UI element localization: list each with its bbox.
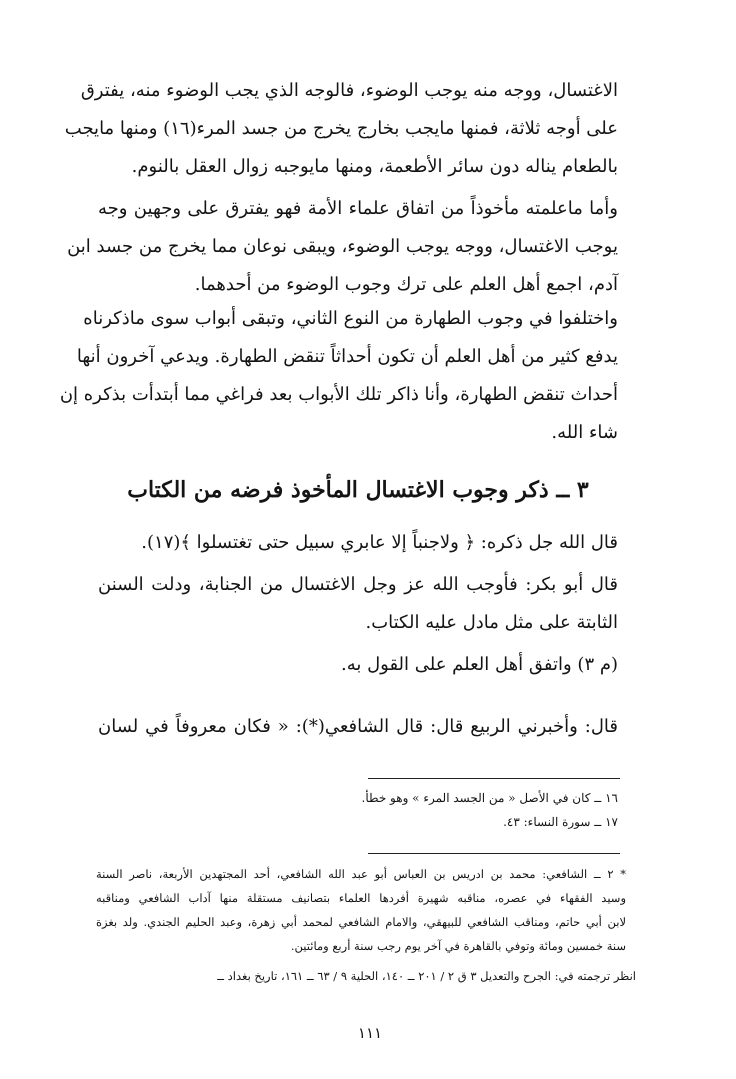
rabi-paragraph: [98, 708, 618, 746]
biography-reference: انظر ترجمته في: الجرح والتعديل ٣ ق ٢ / ٢٠١ ــ ١٤٠، الحلية ٩ / ٦٣ ــ ١٦١، تاريخ بغداد ــ: [217, 969, 636, 983]
biography-line-1: * ٢ ــ الشافعي: محمد بن ادريس بن العباس أبو عبد الله الشافعي، أحد المجتهدين الأربعة، ناصر السنة: [96, 867, 627, 881]
paragraph-1-line-3: بالطعام يناله دون سائر الأطعمة، ومنها مايوجبه زوال العقل بالنوم.: [131, 156, 618, 177]
biography-divider: [368, 853, 620, 854]
paragraph-3-line-2: يدفع كثير من أهل العلم أن تكون أحداثاً تنقض الطهارة. ويدعي آخرون أنها: [76, 346, 618, 367]
abubakr-line-2: الثابتة على مثل مادل عليه الكتاب.: [365, 612, 618, 633]
footnote-divider: [368, 778, 620, 779]
shafii-biography: [96, 862, 626, 958]
footnotes: [98, 786, 618, 834]
paragraph-2-line-2: يوجب الاغتسال، ووجه يوجب الوضوء، ويبقى نوعان مما يخرج من جسد ابن: [67, 236, 618, 257]
footnote-16: ١٦ ــ كان في الأصل « من الجسد المرء » وهو خطأ.: [361, 791, 618, 805]
section-heading: ٣ ــ ذكر وجوب الاغتسال المأخوذ فرضه من الكتاب: [127, 477, 589, 503]
paragraph-3-line-1: واختلفوا في وجوب الطهارة من النوع الثاني، وتبقى أبواب سوى ماذكرناه: [83, 308, 618, 329]
paragraph-2: [67, 190, 618, 304]
biography-line-3: لابن أبي حاتم، ومناقب الشافعي للبيهقي، والامام الشافعي لمحمد أبي زهرة، وعبد الحليم الجندي. ولد بغزة: [96, 915, 626, 929]
paragraph-3: [59, 300, 618, 452]
biography-line-2: وسيد الفقهاء في عصره، مناقبه شهيرة أفردها العلماء بتصانيف مستقلة منها آداب الشافعي ومناقبه: [96, 891, 626, 905]
quran-verse-line: قال الله جل ذكره: ﴿ ولاجنباً إلا عابري سبيل حتى تغتسلوا ﴾(١٧).: [141, 532, 618, 553]
quran-verse: [98, 524, 618, 562]
ijma-line: (م ٣) واتفق أهل العلم على القول به.: [340, 654, 618, 675]
abubakr-line-1: قال أبو بكر: فأوجب الله عز وجل الاغتسال من الجنابة، ودلت السنن: [98, 574, 618, 595]
paragraph-1: [64, 72, 618, 186]
paragraph-1-line-1: الاغتسال، ووجه منه يوجب الوضوء، فالوجه الذي يجب الوضوء منه، يفترق: [80, 80, 618, 101]
paragraph-1-line-2: على أوجه ثلاثة، فمنها مايجب بخارج يخرج من جسد المرء(١٦) ومنها مايجب: [64, 118, 618, 139]
ijma-paragraph: [98, 646, 618, 684]
paragraph-3-line-3: أحداث تنقض الطهارة، وأنا ذاكر تلك الأبواب بعد فراغي مما أبتدأت بذكره إن: [59, 384, 618, 405]
rabi-line: قال: وأخبرني الربيع قال: قال الشافعي(*): « فكان معروفاً في لسان: [98, 716, 618, 737]
paragraph-2-line-1: وأما ماعلمته مأخوذاً من اتفاق علماء الأمة فهو يفترق على وجهين وجه: [98, 198, 618, 219]
abubakr-paragraph: [98, 566, 618, 642]
paragraph-2-line-3: آدم، اجمع أهل العلم على ترك وجوب الوضوء من أحدهما.: [194, 274, 618, 295]
biography-line-4: سنة خمسين ومائة وتوفي بالقاهرة في آخر يوم رجب سنة أربع ومائتين.: [290, 939, 626, 953]
page-number: ١١١: [357, 1024, 383, 1042]
paragraph-3-line-4: شاء الله.: [551, 422, 618, 443]
footnote-17: ١٧ ــ سورة النساء: ٤٣.: [503, 815, 618, 829]
